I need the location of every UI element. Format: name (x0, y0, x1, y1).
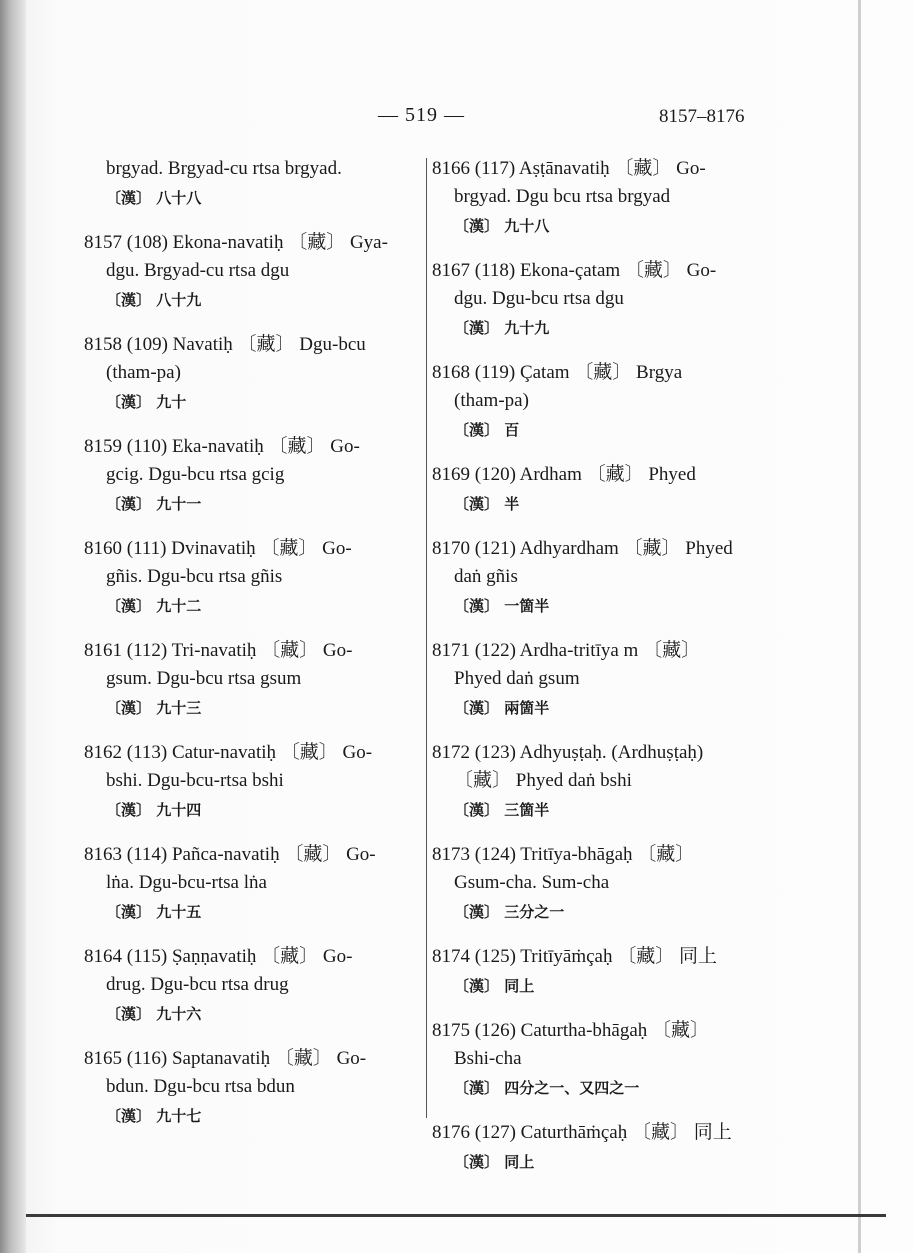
chinese-gloss: 〔漢〕 三分之一 (454, 903, 565, 921)
page-bottom-edge (26, 1214, 886, 1217)
dictionary-entry (432, 257, 764, 343)
entry-headword-line: 8167 (118) Ekona-çatam 〔藏〕 Go- (432, 260, 717, 281)
column-divider (426, 158, 427, 1118)
chinese-gloss: 〔漢〕 九十八 (454, 217, 550, 235)
entry-continuation-line: Phyed daṅ gsum (454, 668, 580, 689)
entry-range: 8157–8176 (659, 106, 745, 127)
entry-headword-line: 8166 (117) Aṣṭānavatiḥ 〔藏〕 Go- (432, 158, 706, 179)
chinese-gloss: 〔漢〕 同上 (454, 1153, 535, 1171)
entry-headword-line: 8175 (126) Caturtha-bhāgaḥ 〔藏〕 (432, 1020, 710, 1041)
dictionary-entry (432, 535, 764, 621)
entry-headword-line: 8165 (116) Saptanavatiḥ 〔藏〕 Go- (84, 1048, 367, 1069)
entry-headword-line: 8160 (111) Dvinavatiḥ 〔藏〕 Go- (84, 538, 352, 559)
page-edge (858, 0, 861, 1253)
dictionary-entry (84, 535, 419, 621)
entry-headword-line: 8157 (108) Ekona-navatiḥ 〔藏〕 Gya- (84, 232, 388, 253)
entry-continuation-line: 〔藏〕 Phyed daṅ bshi (454, 770, 632, 791)
entry-headword-line: 8171 (122) Ardha-tritīya m 〔藏〕 (432, 640, 701, 661)
entry-continuation (84, 155, 419, 213)
entry-continuation-line: gñis. Dgu-bcu rtsa gñis (106, 566, 283, 587)
entry-headword-line: 8161 (112) Tri-navatiḥ 〔藏〕 Go- (84, 640, 353, 661)
right-column (432, 155, 764, 1193)
chinese-gloss: 〔漢〕 九十 (106, 393, 187, 411)
entry-continuation-line: lṅa. Dgu-bcu-rtsa lṅa (106, 872, 267, 893)
dictionary-entry (84, 229, 419, 315)
chinese-gloss: 〔漢〕 同上 (454, 977, 535, 995)
page-number: — 519 — (378, 104, 465, 126)
entry-headword-line: 8158 (109) Navatiḥ 〔藏〕 Dgu-bcu (84, 334, 366, 355)
entry-continuation-line: daṅ gñis (454, 566, 518, 587)
dictionary-entry (84, 637, 419, 723)
left-column (84, 155, 419, 1147)
dictionary-entry (432, 943, 764, 1001)
entry-continuation-line: brgyad. Dgu bcu rtsa brgyad (454, 186, 671, 207)
chinese-gloss: 〔漢〕 百 (454, 421, 520, 439)
chinese-gloss: 〔漢〕 九十九 (454, 319, 550, 337)
dictionary-entry (84, 739, 419, 825)
chinese-gloss: 〔漢〕 九十二 (106, 597, 202, 615)
dictionary-entry (432, 1119, 764, 1177)
entry-continuation-line: dgu. Dgu-bcu rtsa dgu (454, 288, 624, 309)
entry-headword-line: 8164 (115) Ṣaṇṇavatiḥ 〔藏〕 Go- (84, 946, 353, 967)
dictionary-entry (84, 331, 419, 417)
dictionary-entry (84, 943, 419, 1029)
entry-continuation-line: Bshi-cha (454, 1048, 522, 1069)
book-binding-shadow (0, 0, 26, 1253)
dictionary-entry (432, 637, 764, 723)
entry-headword-line: 8173 (124) Tritīya-bhāgaḥ 〔藏〕 (432, 844, 695, 865)
dictionary-entry (84, 433, 419, 519)
dictionary-entry (84, 1045, 419, 1131)
entry-line: brgyad. Brgyad-cu rtsa brgyad. (106, 158, 342, 179)
chinese-gloss: 〔漢〕 半 (454, 495, 520, 513)
entry-continuation-line: (tham-pa) (454, 390, 529, 411)
chinese-gloss: 〔漢〕 一箇半 (454, 597, 550, 615)
entry-headword-line: 8172 (123) Adhyuṣṭaḥ. (Ardhuṣṭaḥ) (432, 742, 704, 763)
chinese-gloss: 〔漢〕 九十一 (106, 495, 202, 513)
entry-headword-line: 8169 (120) Ardham 〔藏〕 Phyed (432, 464, 696, 485)
entry-continuation-line: drug. Dgu-bcu rtsa drug (106, 974, 289, 995)
chinese-gloss: 〔漢〕 九十七 (106, 1107, 202, 1125)
entry-headword-line: 8174 (125) Tritīyāṁçaḥ 〔藏〕 同上 (432, 946, 717, 967)
entry-continuation-line: gcig. Dgu-bcu rtsa gcig (106, 464, 285, 485)
chinese-gloss: 〔漢〕 四分之一、又四之一 (454, 1079, 640, 1097)
entry-headword-line: 8162 (113) Catur-navatiḥ 〔藏〕 Go- (84, 742, 373, 763)
dictionary-entry (432, 841, 764, 927)
entry-headword-line: 8163 (114) Pañca-navatiḥ 〔藏〕 Go- (84, 844, 376, 865)
chinese-gloss: 〔漢〕 三箇半 (454, 801, 550, 819)
dictionary-entry (84, 841, 419, 927)
chinese-gloss: 〔漢〕 九十四 (106, 801, 202, 819)
chinese-gloss: 〔漢〕 九十六 (106, 1005, 202, 1023)
entry-continuation-line: gsum. Dgu-bcu rtsa gsum (106, 668, 302, 689)
entry-continuation-line: bdun. Dgu-bcu rtsa bdun (106, 1076, 295, 1097)
dictionary-entry (432, 739, 764, 825)
dictionary-entry (432, 1017, 764, 1103)
dictionary-entry (432, 359, 764, 445)
entry-headword-line: 8159 (110) Eka-navatiḥ 〔藏〕 Go- (84, 436, 360, 457)
page-header (0, 104, 913, 134)
dictionary-entry (432, 155, 764, 241)
dictionary-entry (432, 461, 764, 519)
chinese-gloss: 〔漢〕 八十九 (106, 291, 202, 309)
entry-continuation-line: bshi. Dgu-bcu-rtsa bshi (106, 770, 284, 791)
chinese-gloss: 〔漢〕 兩箇半 (454, 699, 550, 717)
chinese-gloss: 〔漢〕 九十五 (106, 903, 202, 921)
entry-headword-line: 8168 (119) Çatam 〔藏〕 Brgya (432, 362, 683, 383)
chinese-gloss: 〔漢〕 九十三 (106, 699, 202, 717)
entry-continuation-line: Gsum-cha. Sum-cha (454, 872, 610, 893)
entry-headword-line: 8176 (127) Caturthāṁçaḥ 〔藏〕 同上 (432, 1122, 732, 1143)
entry-headword-line: 8170 (121) Adhyardham 〔藏〕 Phyed (432, 538, 733, 559)
chinese-gloss: 〔漢〕 八十八 (106, 189, 202, 207)
entry-continuation-line: dgu. Brgyad-cu rtsa dgu (106, 260, 290, 281)
entry-continuation-line: (tham-pa) (106, 362, 181, 383)
